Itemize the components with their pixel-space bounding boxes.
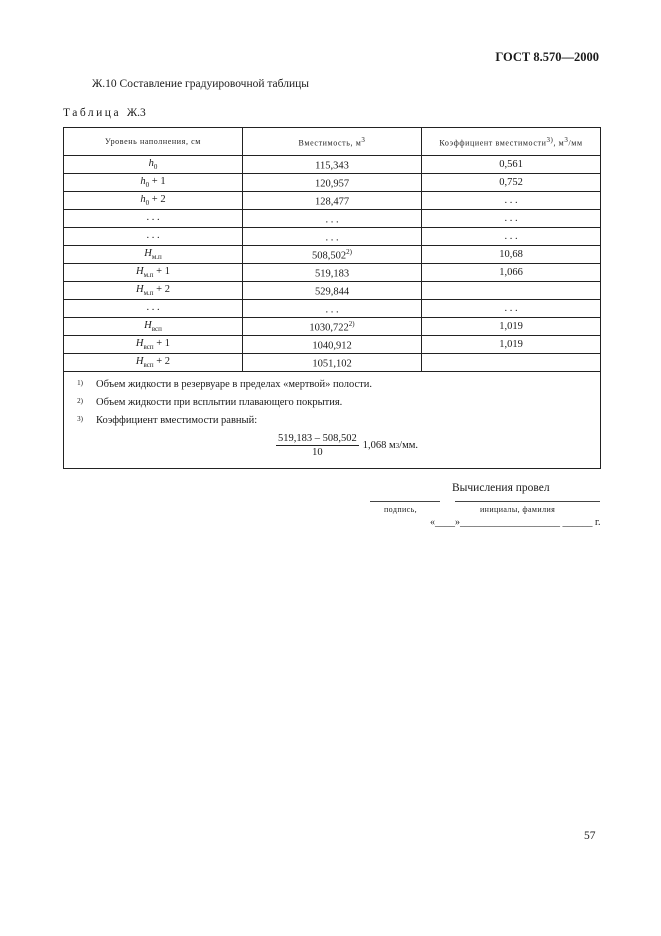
level-subscript: м.п bbox=[151, 253, 162, 262]
coefficient-cell: 1,019 bbox=[422, 336, 601, 354]
table-row bbox=[64, 156, 601, 174]
table-caption bbox=[63, 107, 146, 119]
column-header-coefficient-sup: 3 bbox=[564, 135, 569, 144]
level-subscript: 0 bbox=[145, 181, 150, 190]
footnote-1 bbox=[64, 379, 600, 390]
footnote-3-mark: 3) bbox=[77, 415, 83, 423]
level-subscript: м.п bbox=[143, 289, 154, 298]
table-caption-word: Таблица bbox=[63, 107, 122, 119]
level-symbol: H bbox=[144, 319, 152, 331]
table-caption-id: Ж.3 bbox=[126, 107, 146, 119]
level-cell bbox=[64, 282, 243, 300]
volume-cell bbox=[243, 264, 422, 282]
level-offset: . . . bbox=[146, 301, 160, 313]
table-row bbox=[64, 264, 601, 282]
column-header-volume bbox=[243, 128, 422, 156]
coefficient-cell: . . . bbox=[422, 192, 601, 210]
coefficient-cell: 0,561 bbox=[422, 156, 601, 174]
coefficient-cell: 0,752 bbox=[422, 174, 601, 192]
table-row bbox=[64, 354, 601, 372]
table-notes-row bbox=[64, 372, 601, 469]
level-offset: + 2 bbox=[153, 283, 170, 295]
level-symbol: H bbox=[136, 265, 144, 277]
name-line bbox=[455, 501, 600, 502]
signature-line bbox=[370, 501, 440, 502]
volume-cell bbox=[243, 354, 422, 372]
table-row bbox=[64, 210, 601, 228]
level-symbol: H bbox=[136, 283, 144, 295]
level-subscript: м.п bbox=[143, 271, 154, 280]
page-number: 57 bbox=[584, 830, 596, 842]
level-cell bbox=[64, 336, 243, 354]
formula-result-unit: /мм. bbox=[399, 440, 418, 451]
level-offset: + 2 bbox=[149, 193, 166, 205]
table-row bbox=[64, 246, 601, 264]
footnote-1-text: Объем жидкости в резервуаре в пределах «мертвой» полости. bbox=[96, 379, 373, 390]
volume-value: 128,477 bbox=[314, 196, 350, 208]
level-offset: . . . bbox=[146, 211, 160, 223]
level-subscript: 0 bbox=[153, 163, 158, 172]
volume-cell bbox=[243, 156, 422, 174]
table-row bbox=[64, 192, 601, 210]
level-offset: + 1 bbox=[153, 337, 171, 349]
level-offset: + 1 bbox=[149, 175, 166, 187]
volume-cell bbox=[243, 318, 422, 336]
level-offset: + 2 bbox=[153, 355, 171, 367]
column-header-coefficient-footnote: 3) bbox=[546, 135, 554, 144]
volume-value: . . . bbox=[325, 214, 339, 226]
level-symbol: H bbox=[135, 337, 144, 349]
coefficient-cell: 1,066 bbox=[422, 264, 601, 282]
calibration-table bbox=[63, 127, 601, 469]
coefficient-cell bbox=[422, 282, 601, 300]
level-subscript: всп bbox=[143, 343, 154, 352]
level-cell bbox=[64, 246, 243, 264]
level-cell bbox=[64, 228, 243, 246]
level-cell bbox=[64, 300, 243, 318]
volume-footnote: 2) bbox=[348, 319, 355, 328]
column-header-level bbox=[64, 128, 243, 156]
signature-label: подпись, bbox=[384, 505, 418, 514]
column-header-coefficient bbox=[422, 128, 601, 156]
level-symbol: H bbox=[135, 355, 144, 367]
volume-value: 508,502 bbox=[312, 250, 347, 262]
calculation-signoff-title: Вычисления провел bbox=[452, 482, 550, 494]
coefficient-formula bbox=[94, 433, 600, 458]
volume-value: 1040,912 bbox=[312, 340, 352, 352]
volume-value: 1030,722 bbox=[309, 322, 349, 334]
volume-cell bbox=[243, 210, 422, 228]
footnote-2-text: Объем жидкости при всплытии плавающего покрытия. bbox=[96, 397, 343, 408]
level-symbol: h bbox=[140, 175, 146, 187]
footnote-3 bbox=[64, 415, 600, 426]
table-row bbox=[64, 228, 601, 246]
date-line: «____»____________________ ______ г. bbox=[430, 517, 601, 528]
level-subscript: 0 bbox=[145, 199, 150, 208]
table-row bbox=[64, 174, 601, 192]
table-row bbox=[64, 336, 601, 354]
level-cell bbox=[64, 156, 243, 174]
formula-fraction bbox=[276, 433, 359, 458]
coefficient-cell: 1,019 bbox=[422, 318, 601, 336]
coefficient-cell bbox=[422, 354, 601, 372]
volume-cell bbox=[243, 192, 422, 210]
volume-cell bbox=[243, 282, 422, 300]
level-cell bbox=[64, 354, 243, 372]
level-cell bbox=[64, 174, 243, 192]
coefficient-cell: . . . bbox=[422, 228, 601, 246]
volume-cell bbox=[243, 246, 422, 264]
level-offset: + 1 bbox=[153, 265, 170, 277]
level-subscript: всп bbox=[151, 325, 162, 334]
volume-cell bbox=[243, 174, 422, 192]
formula-denominator: 10 bbox=[312, 447, 323, 458]
column-header-volume-sup: 3 bbox=[361, 135, 366, 144]
volume-value: . . . bbox=[325, 304, 339, 316]
document-code: ГОСТ 8.570—2000 bbox=[495, 50, 599, 64]
volume-value: 1051,102 bbox=[312, 358, 352, 370]
volume-value: 529,844 bbox=[314, 286, 350, 298]
volume-cell bbox=[243, 300, 422, 318]
footnote-1-mark: 1) bbox=[77, 379, 83, 387]
volume-value: 120,957 bbox=[314, 178, 350, 190]
column-header-coefficient-unit: , м bbox=[553, 138, 565, 148]
coefficient-cell: 10,68 bbox=[422, 246, 601, 264]
table-row bbox=[64, 300, 601, 318]
formula-result-sup: 3 bbox=[395, 441, 400, 450]
name-label: инициалы, фамилия bbox=[480, 505, 556, 514]
volume-value: 519,183 bbox=[314, 268, 350, 280]
coefficient-cell: . . . bbox=[422, 210, 601, 228]
level-offset: . . . bbox=[146, 229, 160, 241]
level-symbol: h bbox=[140, 193, 146, 205]
footnote-2-mark: 2) bbox=[77, 397, 83, 405]
table-notes bbox=[64, 372, 601, 469]
table-header-row bbox=[64, 128, 601, 156]
volume-cell bbox=[243, 228, 422, 246]
column-header-coefficient-tail: /мм bbox=[568, 138, 583, 148]
column-header-coefficient-label: Коэффициент вместимости bbox=[439, 138, 547, 148]
level-subscript: всп bbox=[143, 361, 154, 370]
table-row bbox=[64, 282, 601, 300]
table-row bbox=[64, 318, 601, 336]
section-heading: Ж.10 Составление градуировочной таблицы bbox=[92, 78, 310, 90]
footnote-2 bbox=[64, 397, 600, 408]
footnote-3-text: Коэффициент вместимости равный: bbox=[96, 415, 258, 426]
column-header-volume-label: Вместимость, м bbox=[298, 138, 362, 148]
volume-cell bbox=[243, 336, 422, 354]
formula-numerator: 519,183 – 508,502 bbox=[278, 433, 357, 444]
level-cell bbox=[64, 192, 243, 210]
volume-value: . . . bbox=[325, 232, 339, 244]
level-cell bbox=[64, 264, 243, 282]
column-header-level-label: Уровень наполнения, см bbox=[105, 137, 201, 146]
level-symbol: H bbox=[144, 247, 152, 259]
coefficient-cell: . . . bbox=[422, 300, 601, 318]
level-cell bbox=[64, 318, 243, 336]
formula-result: 1,068 м bbox=[362, 440, 396, 451]
volume-value: 115,343 bbox=[315, 160, 349, 172]
level-cell bbox=[64, 210, 243, 228]
volume-footnote: 2) bbox=[346, 247, 352, 256]
level-symbol: h bbox=[148, 157, 154, 169]
